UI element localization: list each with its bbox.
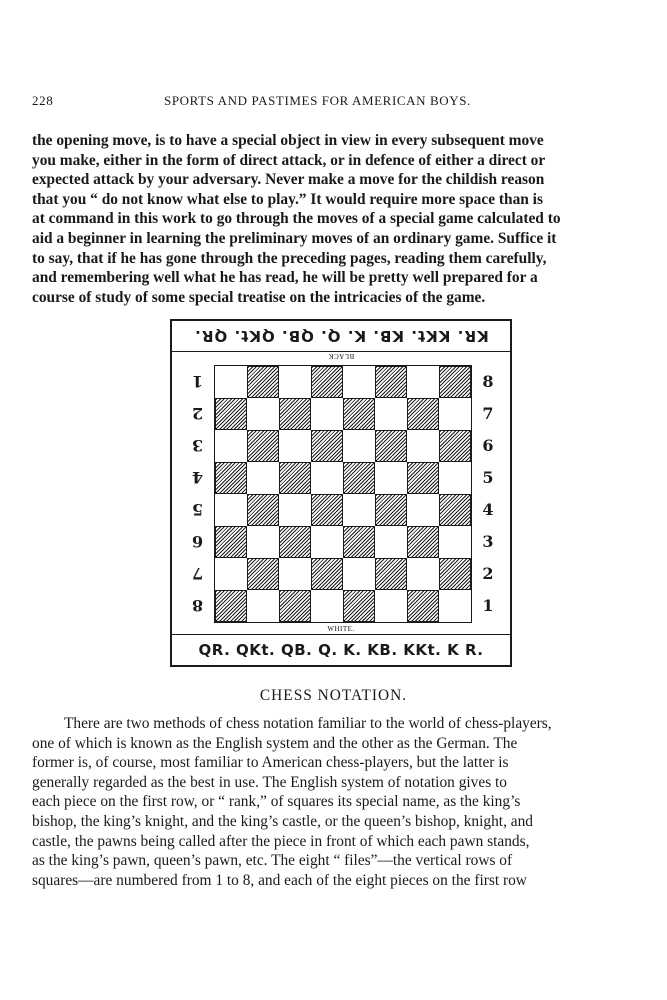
dark-square — [439, 430, 471, 462]
text-line: the opening move, is to have a special object in view in every subsequent move — [32, 132, 544, 149]
rank-label: 7 — [192, 563, 204, 583]
text-line: aid a beginner in learning the preliminary moves of an ordinary game. Suffice it — [32, 229, 557, 247]
dark-square — [279, 398, 311, 430]
text-line: bishop, the king’s knight, and the king’s castle, or the queen’s bishop, knight, and — [32, 812, 533, 830]
rank-label: 1 — [192, 371, 204, 391]
light-square — [439, 398, 471, 430]
rank-label: 8 — [482, 371, 494, 391]
text-line: as the king’s pawn, queen’s pawn, etc. The eight “ files”—the vertical rows of — [32, 852, 513, 870]
text-line: at command in this work to go through the moves of a special game calculated to — [32, 210, 561, 228]
black-side-label: BLACK — [327, 352, 355, 360]
text-line: former is, of course, most familiar to American chess-players, but the latter is — [32, 754, 509, 772]
dark-square — [279, 462, 311, 494]
light-square — [215, 366, 247, 398]
text-line: and remembering well what he has read, he will be pretty well prepared for a — [32, 269, 538, 287]
light-square — [439, 462, 471, 494]
light-square — [343, 430, 375, 462]
text-line: expected attack by your adversary. Never make a move for the childish reason — [32, 171, 545, 189]
rank-label: 7 — [482, 403, 494, 423]
light-square — [407, 558, 439, 590]
light-square — [247, 398, 279, 430]
light-square — [247, 590, 279, 622]
rank-label: 4 — [192, 467, 204, 487]
light-square — [311, 398, 343, 430]
light-square — [343, 366, 375, 398]
light-square — [375, 462, 407, 494]
text-line: castle, the pawns being called after the piece in front of which each pawn stands, — [32, 832, 530, 850]
dark-square — [215, 462, 247, 494]
dark-square — [439, 366, 471, 398]
text-line: squares—are numbered from 1 to 8, and each of the eight pieces on the first row — [32, 871, 527, 889]
dark-square — [343, 526, 375, 558]
text-line: course of study of some special treatise on the intricacies of the game. — [32, 288, 486, 306]
light-square — [311, 462, 343, 494]
text-line: There are two methods of chess notation familiar to the world of chess-players, — [64, 715, 552, 732]
dark-square — [343, 398, 375, 430]
dark-square — [215, 526, 247, 558]
text-line: to say, that if he has gone through the preceding pages, reading them carefully, — [32, 249, 547, 267]
left-rank-numbers — [186, 365, 210, 621]
light-square — [279, 366, 311, 398]
light-square — [375, 398, 407, 430]
dark-square — [247, 558, 279, 590]
light-square — [215, 430, 247, 462]
rank-label: 5 — [192, 499, 204, 519]
dark-square — [343, 462, 375, 494]
paragraph — [32, 714, 652, 890]
dark-square — [311, 558, 343, 590]
dark-square — [343, 590, 375, 622]
right-rank-numbers — [476, 365, 500, 621]
white-side-label: WHITE. — [327, 625, 355, 633]
rank-label: 8 — [192, 595, 204, 615]
page-number: 228 — [32, 93, 54, 108]
chessboard — [214, 365, 472, 623]
rank-label: 6 — [192, 531, 204, 551]
dark-square — [247, 430, 279, 462]
light-square — [247, 462, 279, 494]
dark-square — [407, 526, 439, 558]
dark-square — [439, 558, 471, 590]
text-line: that you “ do not know what else to play.” It would require more space than is — [32, 190, 543, 208]
dark-square — [311, 430, 343, 462]
light-square — [439, 590, 471, 622]
text-line: one of which is known as the English system and the other as the German. The — [32, 734, 518, 752]
light-square — [215, 494, 247, 526]
dark-square — [439, 494, 471, 526]
black-pieces-label: KR. KKt. KB. K. Q. QB. QKt. QR. — [172, 321, 510, 352]
rank-label: 4 — [482, 499, 494, 519]
rank-label: 3 — [192, 435, 204, 455]
dark-square — [215, 590, 247, 622]
light-square — [215, 558, 247, 590]
dark-square — [407, 398, 439, 430]
dark-square — [375, 558, 407, 590]
light-square — [247, 526, 279, 558]
rank-label: 2 — [192, 403, 204, 423]
rank-label: 5 — [482, 467, 494, 487]
paragraph-continued — [32, 131, 652, 307]
dark-square — [407, 462, 439, 494]
light-square — [343, 494, 375, 526]
dark-square — [247, 494, 279, 526]
dark-square — [311, 366, 343, 398]
text-line: each piece on the first row, or “ rank,” of squares its special name, as the king’s — [32, 793, 521, 811]
light-square — [311, 590, 343, 622]
white-pieces-label: QR. QKt. QB. Q. K. KB. KKt. K R. — [172, 634, 510, 665]
dark-square — [247, 366, 279, 398]
section-title: CHESS NOTATION. — [259, 687, 408, 704]
rank-label: 1 — [482, 595, 494, 615]
dark-square — [407, 590, 439, 622]
text-line: you make, either in the form of direct attack, or in defence of either a direct or — [32, 151, 546, 169]
light-square — [439, 526, 471, 558]
light-square — [311, 526, 343, 558]
rank-label: 6 — [482, 435, 494, 455]
light-square — [343, 558, 375, 590]
chessboard-figure — [170, 319, 512, 667]
running-title: SPORTS AND PASTIMES FOR AMERICAN BOYS. — [164, 93, 471, 108]
rank-label: 3 — [482, 531, 494, 551]
light-square — [375, 590, 407, 622]
light-square — [279, 494, 311, 526]
light-square — [407, 366, 439, 398]
light-square — [407, 494, 439, 526]
dark-square — [375, 366, 407, 398]
text-line: generally regarded as the best in use. The English system of notation gives to — [32, 773, 508, 791]
dark-square — [279, 590, 311, 622]
light-square — [279, 558, 311, 590]
dark-square — [311, 494, 343, 526]
dark-square — [375, 430, 407, 462]
rank-label: 2 — [482, 563, 494, 583]
dark-square — [279, 526, 311, 558]
light-square — [279, 430, 311, 462]
dark-square — [215, 398, 247, 430]
light-square — [407, 430, 439, 462]
light-square — [375, 526, 407, 558]
dark-square — [375, 494, 407, 526]
